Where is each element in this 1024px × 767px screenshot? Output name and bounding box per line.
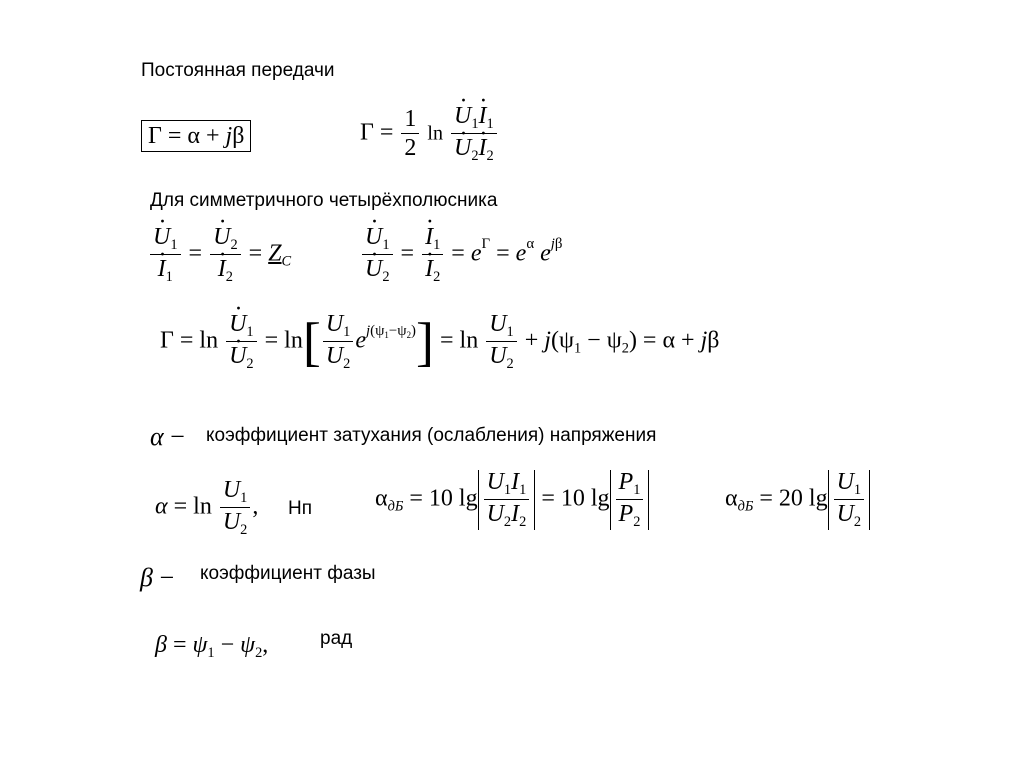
alpha-description: коэффициент затухания (ослабления) напряжения [206,425,657,446]
unit-np: Нп [288,498,313,519]
unit-rad: рад [320,628,353,649]
formula-impedance: · $U_1$ · $I_1$ = · $U_2$ · $I_2$ = $Z_C$ [148,225,291,285]
formula-alpha-np: α = ln $\frac{U_1}{U_2}$ , [155,477,259,539]
alpha-symbol: α − [150,422,185,451]
formula-gamma-definition: Γ = α + jβ [141,124,251,148]
symmetric-heading: Для симметричного четырёхполюсника [150,190,498,211]
beta-symbol: β − [140,563,175,592]
section-title: Постоянная передачи [141,60,335,81]
formula-beta: $\beta = \psi_1 - \psi_2$, [155,632,269,662]
beta-description: коэффициент фазы [200,563,376,584]
formula-alpha-db-power: $\alpha_{дБ} = 10$ lg $\frac{U_1I_1}{U_2I_2}$ = 10 lg $\frac{P_1}{P_2}$ [375,470,649,530]
formula-gamma-ln: Γ = $\frac{1}{2}$ ln · $U_1\cdot I_1$ · $U_2\cdot I_2$ [360,104,499,164]
formula-gamma-expanded: Γ = ln · $U_1$ · $U_2$ = ln[ $\frac{U_1}{U_2}$ $e^{j(\psi_1-\psi_2)}] = \ln$ $\frac{U_1}{U_2}$ + $j(\psi_1 - \psi_2) = \alpha + j\beta$ [160,312,719,372]
formula-alpha-db-voltage: $\alpha_{дБ} = 20$ lg $\frac{U_1}{U_2}$ [725,470,870,530]
formula-exponential: · $U_1$ · $U_2$ = · $I_1$ · $I_2$ = $e^\Gamma = e^\alpha$ $e^{j\beta}$ [360,225,562,285]
